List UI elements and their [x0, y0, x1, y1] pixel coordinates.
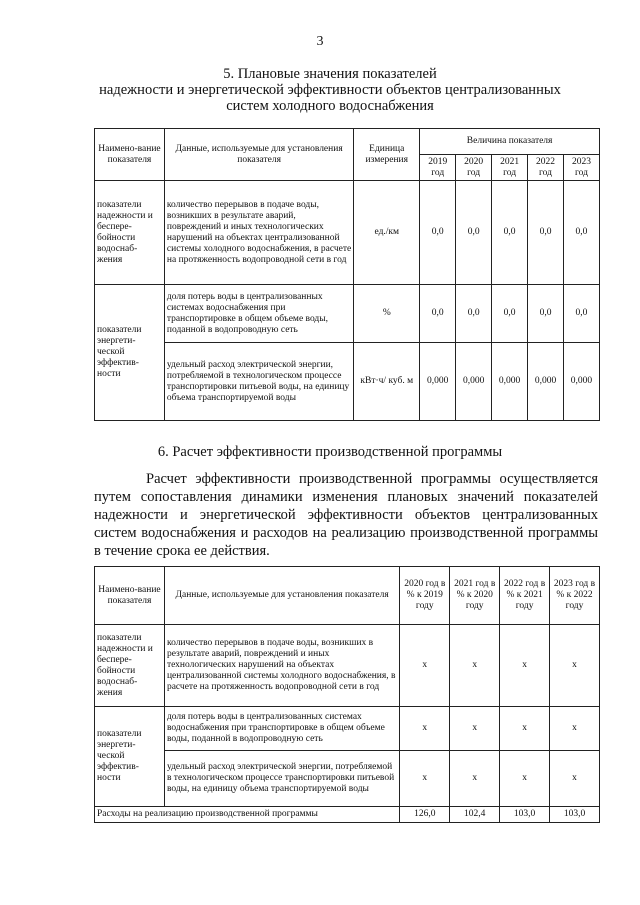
t2-value-cell: x: [450, 625, 500, 707]
t1-value-cell: 0,000: [528, 343, 564, 421]
section6-title: 6. Расчет эффективности производственной программы: [157, 444, 503, 460]
t1-value-cell: 0,0: [492, 285, 528, 343]
t1-value-cell: 0,000: [456, 343, 492, 421]
t2-header-indicator: Наимено-вание показателя: [95, 567, 165, 625]
table-row: [95, 707, 600, 751]
t2-value-cell: x: [450, 707, 500, 751]
indicators-table: [94, 128, 600, 421]
efficiency-table: [94, 566, 600, 823]
table-row: [95, 181, 600, 285]
t1-value-cell: 0,000: [563, 343, 599, 421]
t1-value-cell: 0,0: [528, 285, 564, 343]
t2-header-year: 2020 год в % к 2019 году: [400, 567, 450, 625]
section5-title-line3: систем холодного водоснабжения: [226, 98, 434, 114]
t1-value-cell: 0,0: [420, 285, 456, 343]
t2-value-cell: x: [500, 707, 550, 751]
t2-value-cell: x: [450, 751, 500, 807]
t2-header-year: 2021 год в % к 2020 году: [450, 567, 500, 625]
t1-indicator-reliability: показатели надежности и беспере-бойности водоснаб-жения: [95, 181, 165, 285]
t1-unit-cell: кВт·ч/ куб. м: [354, 343, 420, 421]
t2-data-cell: количество перерывов в подаче воды, возникших в результате аварий, повреждений и иных технологических нарушений на объектах централизованной системы холодного водоснабжения, в расчете на протяженность водопроводной сети в год: [164, 625, 399, 707]
t1-header-year: 2020 год: [456, 155, 492, 181]
table-row: [95, 751, 600, 807]
table-row-expenses: [95, 807, 600, 823]
t2-value-cell: x: [550, 751, 600, 807]
t1-header-indicator: Наимено-вание показателя: [95, 129, 165, 181]
t1-header-unit: Единица измерения: [354, 129, 420, 181]
t2-expense-value: 103,0: [500, 807, 550, 823]
table-row: [95, 285, 600, 343]
t1-value-cell: 0,0: [456, 285, 492, 343]
t2-value-cell: x: [550, 707, 600, 751]
t1-header-year: 2019 год: [420, 155, 456, 181]
table-row: [95, 625, 600, 707]
page-number: 3: [316, 34, 324, 49]
t1-data-cell: доля потерь воды в централизованных системах водоснабжения при транспортировке в общем объеме воды, поданной в водопроводную сеть: [164, 285, 353, 343]
section5-title-line2: надежности и энергетической эффективности объектов централизованных: [99, 82, 561, 98]
t2-data-cell: доля потерь воды в централизованных системах водоснабжения при транспортировке в общем объеме воды, поданной в водопроводную сеть: [164, 707, 399, 751]
t1-value-cell: 0,0: [492, 181, 528, 285]
t2-expense-value: 103,0: [550, 807, 600, 823]
t2-value-cell: x: [400, 625, 450, 707]
t1-header-year: 2022 год: [528, 155, 564, 181]
t2-value-cell: x: [550, 625, 600, 707]
t1-value-cell: 0,0: [563, 285, 599, 343]
t1-value-cell: 0,000: [420, 343, 456, 421]
t2-value-cell: x: [500, 751, 550, 807]
section6-paragraph: [94, 470, 598, 560]
section5-title: [90, 66, 570, 114]
table-row: [95, 343, 600, 421]
t2-value-cell: x: [400, 707, 450, 751]
t1-value-cell: 0,0: [528, 181, 564, 285]
t1-value-cell: 0,0: [456, 181, 492, 285]
t1-header-year: 2021 год: [492, 155, 528, 181]
t2-data-cell: удельный расход электрической энергии, потребляемой в технологическом процессе транспортировки питьевой воды, на единицу объема транспортируемой воды: [164, 751, 399, 807]
t1-unit-cell: ед./км: [354, 181, 420, 285]
t2-indicator-energy: показатели энергети-ческой эффектив-ности: [95, 707, 165, 807]
t2-value-cell: x: [500, 625, 550, 707]
t1-header-data: Данные, используемые для установления показателя: [164, 129, 353, 181]
t1-data-cell: удельный расход электрической энергии, потребляемой в технологическом процессе транспортировки питьевой воды, на единицу объема транспортируемой воды: [164, 343, 353, 421]
t1-value-cell: 0,000: [492, 343, 528, 421]
t1-header-year: 2023 год: [563, 155, 599, 181]
t1-value-cell: 0,0: [563, 181, 599, 285]
t2-expense-label: Расходы на реализацию производственной программы: [95, 807, 400, 823]
t1-header-value-group: Величина показателя: [420, 129, 600, 155]
t1-indicator-energy: показатели энергети-ческой эффектив-ности: [95, 285, 165, 421]
t2-header-year: 2022 год в % к 2021 году: [500, 567, 550, 625]
t2-indicator-reliability: показатели надежности и беспере-бойности водоснаб-жения: [95, 625, 165, 707]
t1-data-cell: количество перерывов в подаче воды, возникших в результате аварий, повреждений и иных технологических нарушений на объектах централизованной системы холодного водоснабжения, в расчете на протяженность водопроводной сети в год: [164, 181, 353, 285]
t2-header-data: Данные, используемые для установления показателя: [164, 567, 399, 625]
paragraph-text: Расчет эффективности производственной программы осуществляется путем сопоставления динамики изменения плановых значений показателей надежности и энергетической эффективности объектов централизованных систем водоснабжения и расходов на реализацию производственной программы в течение срока ее действия.: [94, 471, 598, 559]
section5-title-line1: 5. Плановые значения показателей: [223, 66, 437, 82]
t2-expense-value: 102,4: [450, 807, 500, 823]
t2-header-year: 2023 год в % к 2022 году: [550, 567, 600, 625]
t2-expense-value: 126,0: [400, 807, 450, 823]
t2-value-cell: x: [400, 751, 450, 807]
t1-value-cell: 0,0: [420, 181, 456, 285]
t1-unit-cell: %: [354, 285, 420, 343]
